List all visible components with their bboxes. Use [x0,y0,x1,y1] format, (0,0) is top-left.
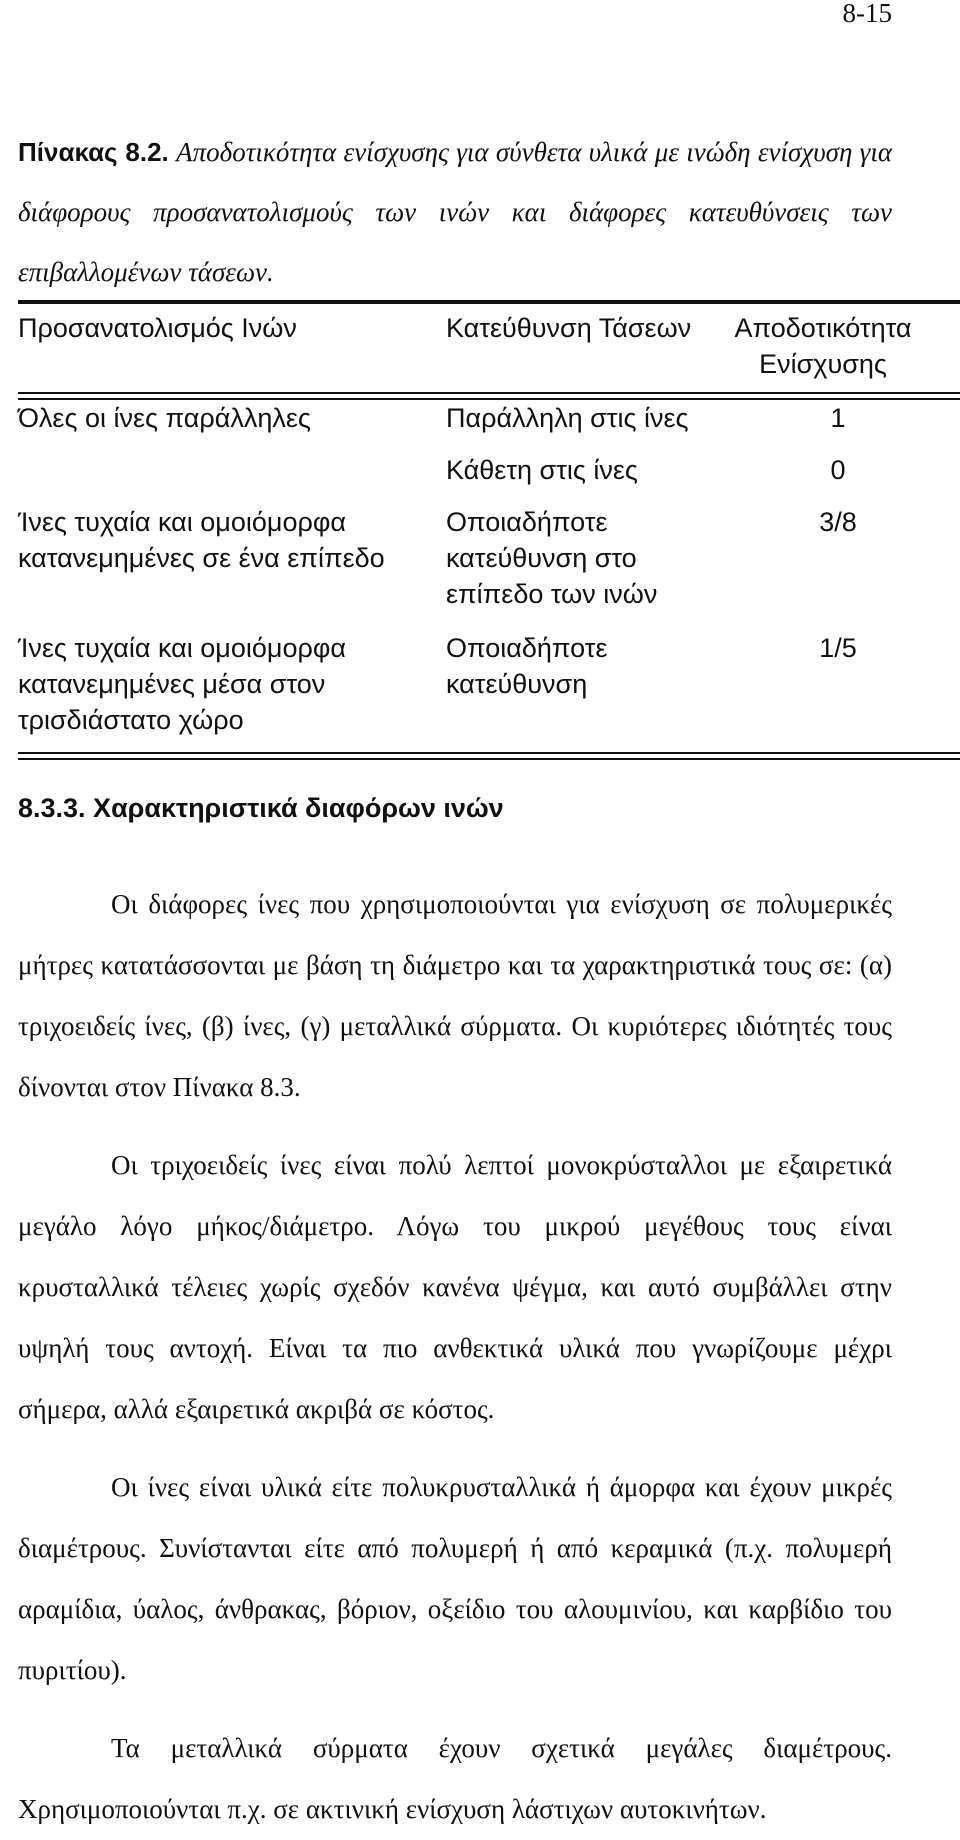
row-orientation-line: Ίνες τυχαία και ομοιόμορφα [18,633,346,663]
table-bottom-rule-second [18,758,960,760]
header-efficiency-line1: Αποδοτικότητα [734,313,912,343]
row-direction: Παράλληλη στις ίνες [446,403,689,433]
header-efficiency [698,310,948,382]
body-paragraph: Τα μεταλλικά σύρματα έχουν σχετικά μεγάλες διαμέτρους. Χρησιμοποιούνται π.χ. σε ακτινική ενίσχυση λάστιχων αυτοκινήτων. [18,1733,892,1824]
section-heading: 8.3.3. Χαρακτηριστικά διαφόρων ινών [18,793,504,823]
row-orientation-line: τρισδιάστατο χώρο [18,705,244,735]
header-direction: Κατεύθυνση Τάσεων [446,313,692,343]
header-orientation: Προσανατολισμός Ινών [18,313,297,343]
row-orientation: Όλες οι ίνες παράλληλες [18,403,311,433]
table-caption [18,122,892,302]
row-efficiency: 0 [830,455,846,485]
row-orientation-line: Ίνες τυχαία και ομοιόμορφα [18,507,346,537]
row-direction-line: κατεύθυνση στο [446,543,637,573]
row-direction-line: Οποιαδήποτε [446,633,608,663]
body-paragraph: Οι τριχοειδείς ίνες είναι πολύ λεπτοί μονοκρύσταλλοι με εξαιρετικά μεγάλο λόγο μήκος/διάμετρο. Λόγω του μικρού μεγέθους τους είναι κρυσταλλικά τέλειες χωρίς σχεδόν κανένα ψέγμα, και αυτό συμβάλλει στην υψηλή τους αντοχή. Είναι τα πιο ανθεκτικά υλικά που γνωρίζουμε μέχρι σήμερα, αλλά εξαιρετικά ακριβά σε κόστος. [18,1150,892,1424]
page-number: 8-15 [842,0,892,28]
header-efficiency-line2: Ενίσχυσης [759,349,887,379]
row-efficiency: 3/8 [819,507,857,537]
row-orientation [18,504,418,576]
row-efficiency: 1 [830,403,846,433]
caption-title: Αποδοτικότητα ενίσχυσης για σύνθετα υλικά με ινώδη ενίσχυση για διάφορους προσανατολισμούς των ινών και διάφορες κατευθύνσεις των επιβαλλομένων τάσεων. [18,137,892,287]
row-orientation-line: κατανεμημένες σε ένα επίπεδο [18,543,385,573]
row-orientation-line: κατανεμημένες μέσα στον [18,669,326,699]
row-direction-line: επίπεδο των ινών [446,579,658,609]
row-direction [446,630,746,702]
row-direction [446,504,746,612]
row-direction: Κάθετη στις ίνες [446,455,638,485]
caption-label: Πίνακας 8.2. [18,137,169,167]
row-direction-line: Οποιαδήποτε [446,507,608,537]
table-top-rule [18,300,960,304]
row-orientation [18,630,418,738]
row-efficiency: 1/5 [819,633,857,663]
header-rule [18,392,960,394]
table-bottom-rule [18,752,960,754]
body-paragraph: Οι διάφορες ίνες που χρησιμοποιούνται για ενίσχυση σε πολυμερικές μήτρες κατατάσσονται με βάση τη διάμετρο και τα χαρακτηριστικά τους σε: (α) τριχοειδείς ίνες, (β) ίνες, (γ) μεταλλικά σύρματα. Οι κυριότερες ιδιότητές τους δίνονται στον Πίνακα 8.3. [18,889,892,1102]
row-direction-line: κατεύθυνση [446,669,588,699]
body-paragraph: Οι ίνες είναι υλικά είτε πολυκρυσταλλικά ή άμορφα και έχουν μικρές διαμέτρους. Συνίστανται είτε από πολυμερή ή από κεραμικά (π.χ. πολυμερή αραμίδια, ύαλος, άνθρακας, βόριον, οξείδιο του αλουμινίου, και καρβίδιο του πυριτίου). [18,1472,892,1685]
